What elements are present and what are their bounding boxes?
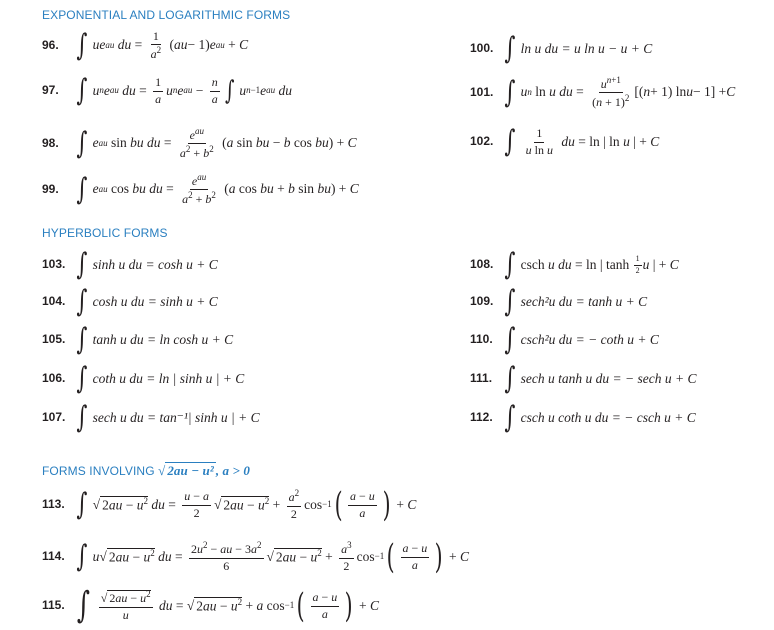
integral-sign-icon: ∫ — [504, 400, 516, 435]
formula-100 — [470, 31, 653, 66]
formula-110 — [470, 322, 659, 357]
formula-number: 108. — [470, 257, 494, 272]
integral-sign-icon: ∫ — [76, 284, 88, 319]
formula-number: 110. — [470, 332, 493, 347]
integral-sign-icon: ∫ — [76, 73, 88, 108]
integral-sign-icon: ∫ — [76, 247, 88, 282]
formula-102 — [470, 124, 660, 159]
formula-expression: csch u du = ln | tanh $\frac{1}{2}$ u | + C — [520, 253, 679, 275]
integral-sign-icon: ∫ — [504, 74, 516, 110]
integral-sign-icon: ∫ — [76, 539, 88, 574]
formula-number: 97. — [42, 83, 59, 98]
integral-sign-icon: ∫ — [504, 31, 516, 66]
formula-106 — [42, 361, 245, 396]
formula-107 — [42, 400, 260, 435]
section-title-radical-prefix: FORMS INVOLVING — [42, 464, 159, 478]
formula-number: 98. — [42, 136, 59, 151]
formula-115 — [42, 585, 379, 626]
formula-number: 115. — [42, 598, 65, 613]
formula-expression: u n e au du = $\frac{1}{a}$ u n e au − $\frac{n}{a}$ ∫ u n−1 e au du — [92, 75, 293, 106]
formula-113 — [42, 485, 417, 525]
formula-number: 104. — [42, 294, 66, 309]
formula-111 — [470, 361, 697, 396]
integral-sign-icon: ∫ — [76, 322, 88, 357]
formula-108 — [470, 247, 679, 282]
formula-expression: cosh u du = sinh u + C — [92, 293, 218, 309]
formula-97 — [42, 73, 293, 108]
formula-105 — [42, 322, 234, 357]
formula-number: 106. — [42, 371, 66, 386]
formula-number: 102. — [470, 134, 494, 149]
integral-sign-icon: ∫ — [76, 361, 88, 396]
formula-expression: ln u du = u ln u − u + C — [520, 40, 653, 56]
formula-109 — [470, 284, 648, 319]
formula-103 — [42, 247, 218, 282]
formula-number: 96. — [42, 38, 59, 53]
formula-number: 114. — [42, 549, 65, 564]
integral-sign-icon: ∫ — [504, 124, 516, 159]
formula-expression: ue au du = $\frac{1}{a^2}$ ( au − 1) e au + C — [92, 29, 249, 62]
formula-number: 112. — [470, 410, 493, 425]
formula-number: 103. — [42, 257, 66, 272]
integral-sign-icon: ∫ — [76, 27, 88, 63]
formula-number: 113. — [42, 497, 65, 512]
integral-sign-icon: ∫ — [76, 585, 90, 626]
integral-sign-icon: ∫ — [76, 171, 88, 207]
section-title-radical — [42, 463, 250, 479]
formula-number: 107. — [42, 410, 66, 425]
formula-expression: $\frac{1}{\text{u ln u}}$ du = ln | ln u | + C — [525, 126, 660, 157]
section-title-radical-math: √ 2au − u² , a > 0 — [158, 463, 250, 478]
integral-sign-icon: ∫ — [76, 487, 88, 522]
formula-expression: $\frac{√ 2au - u^2}{u}$ du = √ $2au - u^2$ + a cos −1 ( $\frac{a - u}{a}$ ) + C — [100, 586, 379, 626]
formula-112 — [470, 400, 696, 435]
section-title-exponential: EXPONENTIAL AND LOGARITHMIC FORMS — [42, 8, 291, 22]
integral-sign-icon: ∫ — [504, 247, 516, 282]
formula-expression: e au cos bu du = $\frac{e^{au}}{a^2 + b^2}$ ( a cos bu + b sin bu ) + C — [92, 172, 359, 207]
formula-number: 101. — [470, 85, 494, 100]
formula-104 — [42, 284, 218, 319]
formula-expression: e au sin bu du = $\frac{e^{au}}{a^2 + b^2}$ ( a sin bu − b cos bu ) + C — [92, 126, 357, 161]
formula-number: 109. — [470, 294, 494, 309]
integral-sign-icon: ∫ — [504, 284, 516, 319]
formula-expression: u √ $2au - u^2$ du = $\frac{2u^2 - au - 3a^2}{6}$ √ $2au - u^2$ + $\frac{a^3}{2}$ cos −1 ( $\frac{a - u}{a}$ ) + C — [92, 537, 469, 577]
formula-114 — [42, 537, 469, 577]
formula-96 — [42, 27, 249, 63]
formula-expression: tanh u du = ln cosh u + C — [92, 331, 234, 347]
formula-number: 111. — [470, 371, 493, 386]
formula-expression: √ $2au - u^2$ du = $\frac{u - a}{2}$ √ $2au - u^2$ + $\frac{a^2}{2}$ cos −1 ( $\frac{a - u}{a}$ ) + C — [92, 485, 417, 525]
integral-sign-icon: ∫ — [504, 361, 516, 396]
formula-99 — [42, 173, 359, 206]
integral-sign-icon: ∫ — [76, 400, 88, 435]
integral-sign-icon: ∫ — [76, 125, 88, 161]
formula-expression: u n ln u du = $\frac{u^{n+1}}{(n + 1)^2}$ [( n + 1) ln u − 1] + C — [520, 75, 736, 110]
formula-expression: sech²u du = tanh u + C — [520, 293, 648, 309]
formula-expression: csch u coth u du = − csch u + C — [520, 409, 696, 425]
formula-number: 100. — [470, 41, 494, 56]
formula-number: 99. — [42, 182, 59, 197]
formula-expression: sech u tanh u du = − sech u + C — [520, 370, 697, 386]
integral-sign-icon: ∫ — [504, 322, 516, 357]
formula-expression: sech u du = tan⁻¹| sinh u | + C — [92, 409, 260, 425]
formula-98 — [42, 127, 357, 160]
formula-expression: coth u du = ln | sinh u | + C — [92, 370, 245, 386]
formula-101 — [470, 76, 735, 109]
formula-expression: sinh u du = cosh u + C — [92, 256, 218, 272]
section-title-hyperbolic: HYPERBOLIC FORMS — [42, 226, 168, 240]
formula-number: 105. — [42, 332, 66, 347]
formula-expression: csch²u du = − coth u + C — [520, 331, 659, 347]
